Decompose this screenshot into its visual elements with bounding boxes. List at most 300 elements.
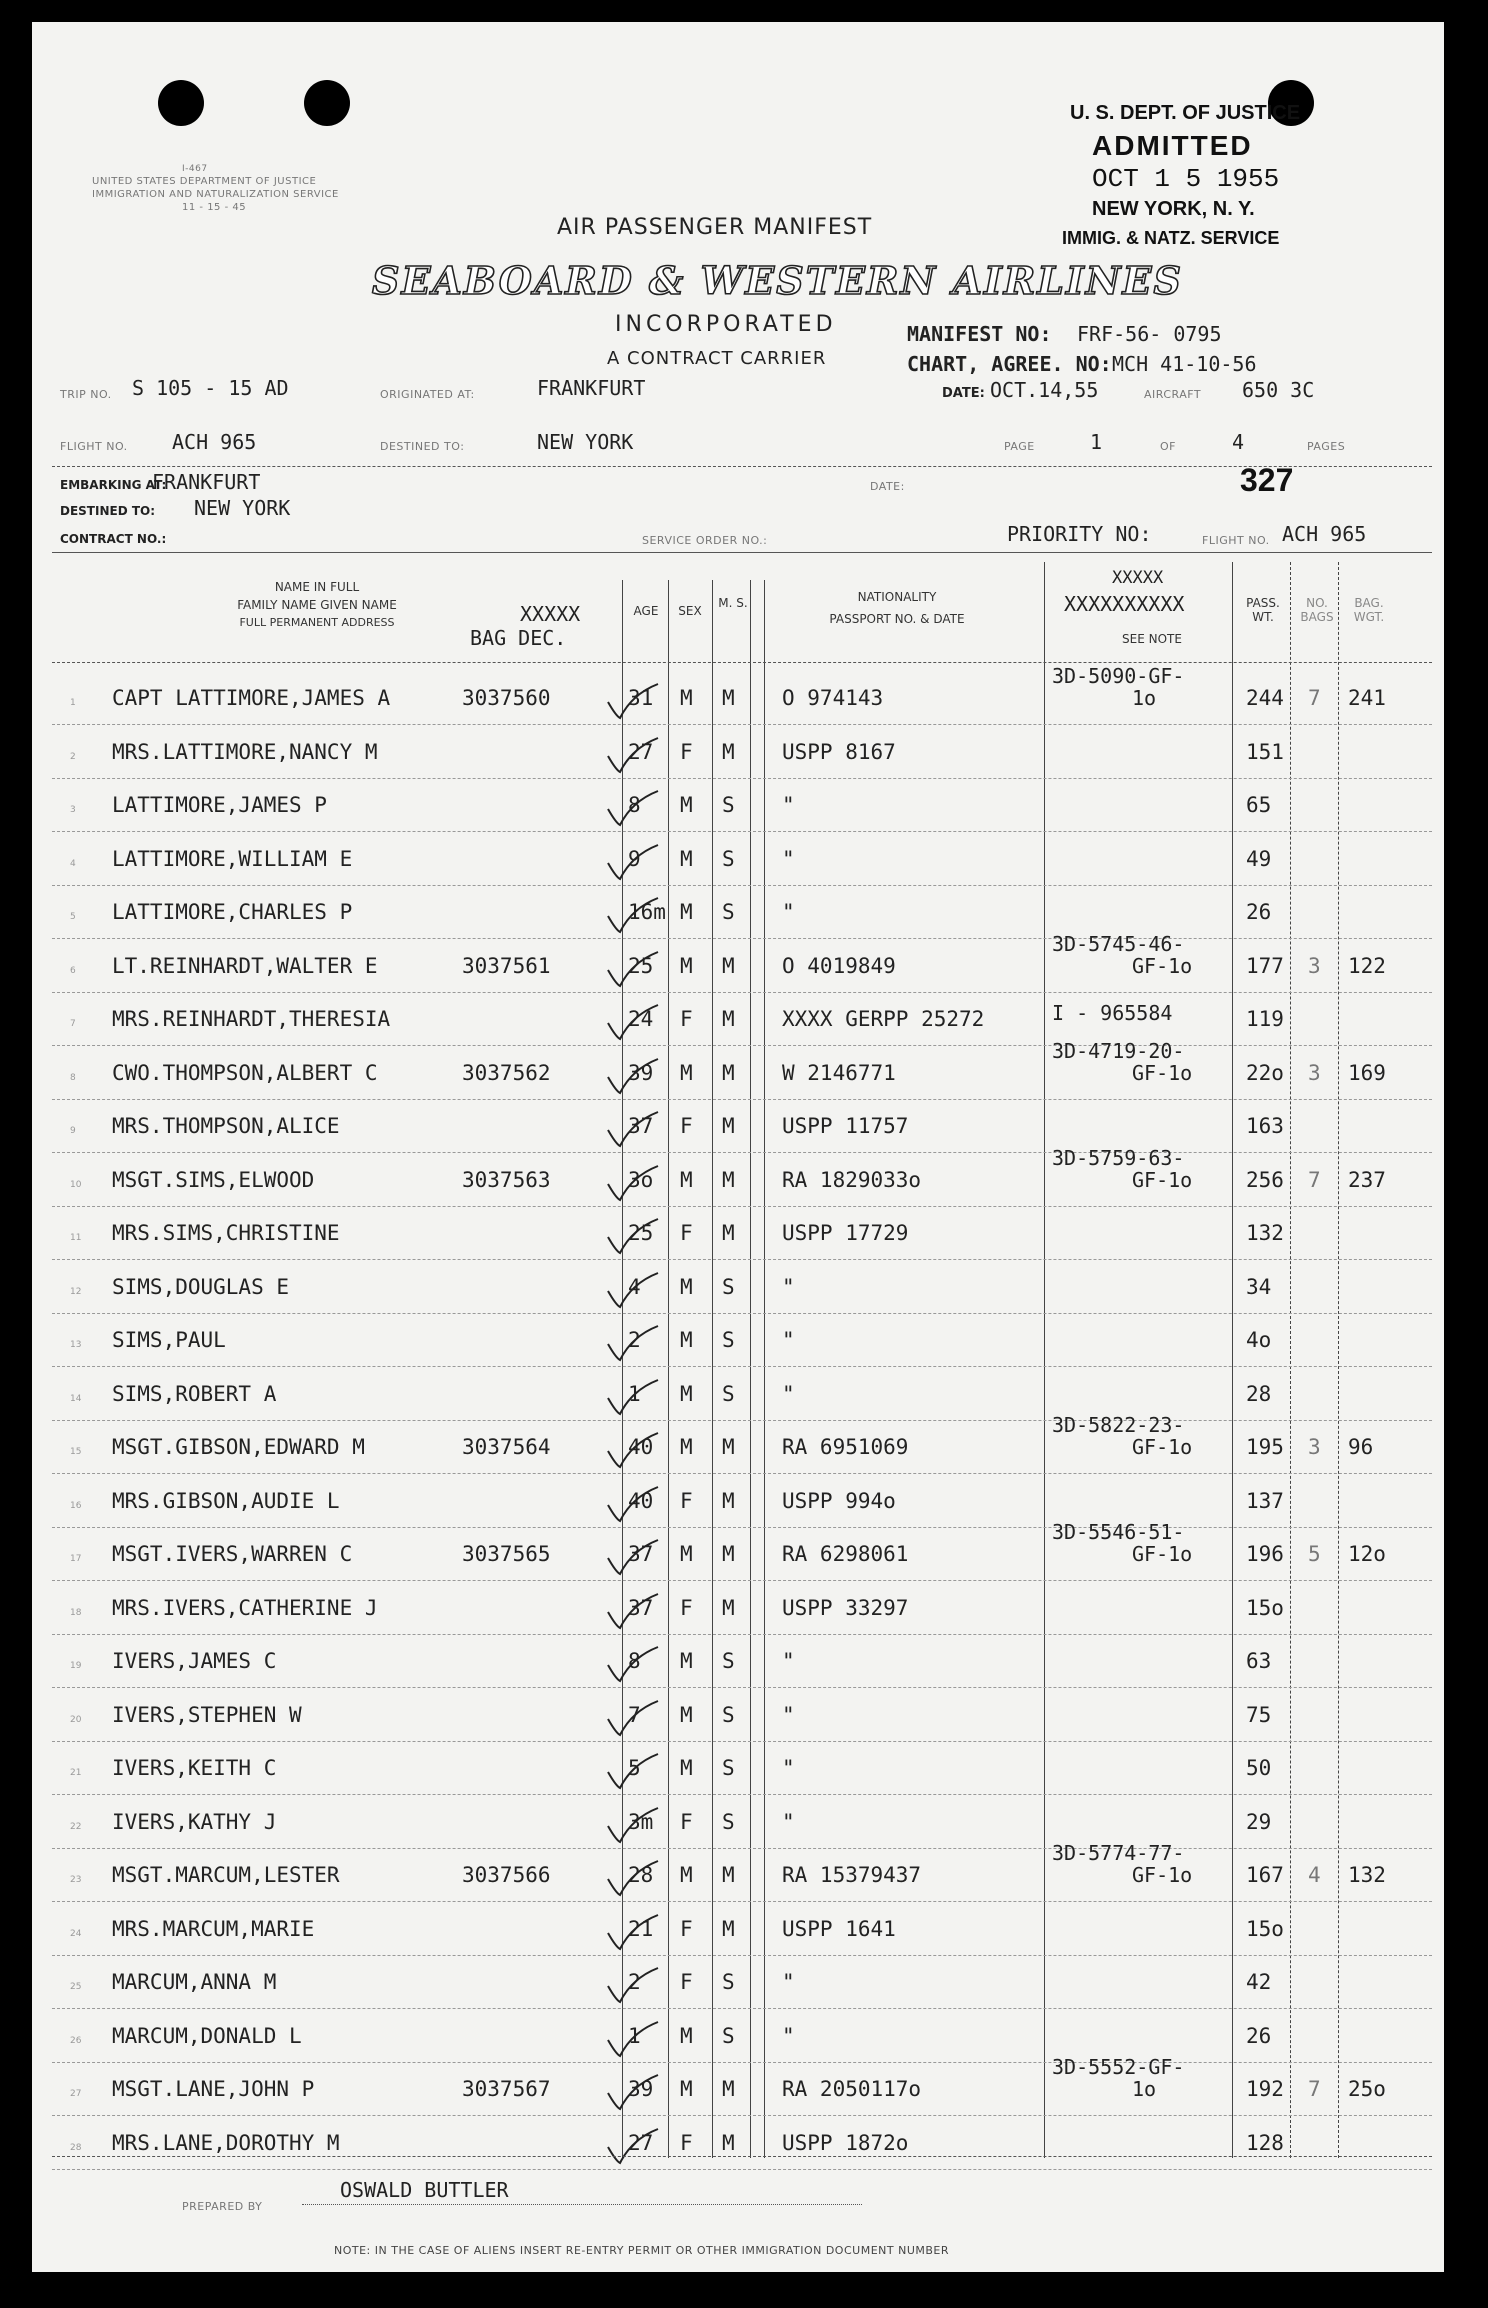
pass-weight-cell: 151	[1246, 739, 1284, 764]
visa-note-line1: 3D-5546-51-	[1052, 1520, 1185, 1544]
passport-cell: O 974143	[782, 686, 884, 710]
col-bag-dec: BAG DEC.	[470, 626, 567, 650]
age-cell: 1	[628, 2023, 641, 2048]
passenger-name: IVERS,KATHY J	[112, 1809, 277, 1834]
flight-no: ACH 965	[172, 430, 257, 454]
visa-note-line2: GF-1o	[1132, 1167, 1193, 1192]
passport-cell: USPP 8167	[782, 739, 896, 764]
punch-hole-left	[158, 80, 204, 126]
pass-weight-cell: 26	[1246, 2023, 1272, 2048]
row-number: 16	[70, 1500, 82, 1511]
visa-note-line2: GF-1o	[1132, 1435, 1193, 1459]
checkmark-icon	[602, 1429, 662, 1473]
table-row	[32, 1368, 1444, 1421]
bag-weight-cell: 237	[1348, 1167, 1386, 1192]
table-row	[32, 993, 1444, 1046]
marital-status-cell: M	[722, 2077, 735, 2101]
visa-note-line1: 3D-5822-23-	[1052, 1413, 1185, 1437]
date2-label: DATE:	[870, 480, 905, 493]
passenger-name: MSGT.LANE,JOHN P	[112, 2077, 315, 2101]
checkmark-icon	[602, 1643, 662, 1687]
checkmark-icon	[602, 1162, 662, 1206]
age-cell: 40	[628, 1435, 654, 1459]
sex-cell: M	[680, 1702, 693, 1727]
bag-weight-cell: 169	[1348, 1060, 1386, 1085]
sex-cell: F	[680, 2130, 693, 2155]
flight2: ACH 965	[1282, 522, 1367, 546]
sex-cell: M	[680, 846, 693, 871]
passenger-name: LT.REINHARDT,WALTER E	[112, 953, 378, 978]
table-row	[32, 1956, 1444, 2009]
checkmark-icon	[602, 1590, 662, 1634]
passenger-name: SIMS,DOUGLAS E	[112, 1274, 290, 1299]
contract-carrier-label: A CONTRACT CARRIER	[607, 348, 827, 369]
checkmark-icon	[602, 841, 662, 885]
passport-cell: "	[782, 1702, 795, 1727]
row-number: 17	[70, 1554, 82, 1564]
originated-label: ORIGINATED AT:	[380, 388, 475, 401]
pass-weight-cell: 256	[1246, 1167, 1284, 1192]
row-number: 28	[70, 2142, 82, 2153]
handwritten-number: 327	[1240, 462, 1294, 498]
passenger-name: IVERS,KEITH C	[112, 1756, 277, 1780]
table-row	[32, 1207, 1444, 1260]
table-row	[32, 1582, 1444, 1635]
checkmark-icon	[602, 1269, 662, 1313]
table-row	[32, 1314, 1444, 1367]
checkmark-icon	[602, 734, 662, 778]
marital-status-cell: M	[722, 1542, 735, 1566]
passenger-name: MSGT.MARCUM,LESTER	[112, 1863, 340, 1887]
pass-weight-cell: 192	[1246, 2077, 1284, 2101]
pass-weight-cell: 75	[1246, 1702, 1272, 1727]
checkmark-icon	[602, 1376, 662, 1420]
date-label: DATE:	[942, 386, 985, 401]
row-number: 22	[70, 1821, 82, 1832]
originated: FRANKFURT	[537, 376, 646, 400]
row-number: 1	[70, 698, 76, 708]
table-row	[32, 1689, 1444, 1742]
passport-cell: RA 15379437	[782, 1863, 922, 1887]
pass-weight-cell: 177	[1246, 953, 1284, 978]
table-row	[32, 1742, 1444, 1795]
pass-weight-cell: 50	[1246, 1756, 1272, 1780]
age-cell: 37	[628, 1114, 654, 1138]
age-cell: 24	[628, 1007, 654, 1031]
sex-cell: F	[680, 1809, 693, 1834]
priority-label: PRIORITY NO:	[1007, 522, 1152, 546]
passenger-name: SIMS,PAUL	[112, 1328, 226, 1352]
bags-count-cell: 4	[1308, 1863, 1321, 1887]
visa-note-line2: 1o	[1132, 2077, 1157, 2101]
table-row	[32, 2055, 1444, 2116]
age-cell: 16m	[628, 900, 666, 924]
bag-dec-number: 3037560	[462, 686, 551, 710]
punch-hole-middle	[304, 80, 350, 126]
form-title: AIR PASSENGER MANIFEST	[557, 215, 873, 240]
age-cell: 39	[628, 2077, 654, 2101]
bags-count-cell: 3	[1308, 953, 1321, 978]
flight2-label: FLIGHT NO.	[1202, 534, 1270, 547]
visa-note-line2: 1o	[1132, 686, 1157, 710]
marital-status-cell: S	[722, 1702, 735, 1727]
trip-no: S 105 - 15 AD	[132, 376, 289, 400]
marital-status-cell: S	[722, 2023, 735, 2048]
passport-cell: XXXX GERPP 25272	[782, 1007, 985, 1031]
sex-cell: M	[680, 686, 693, 710]
passport-cell: "	[782, 793, 795, 817]
passenger-name: SIMS,ROBERT A	[112, 1381, 277, 1406]
age-cell: 3m	[628, 1809, 654, 1834]
checkmark-icon	[602, 2125, 662, 2169]
row-number: 24	[70, 1928, 82, 1939]
pass-weight-cell: 15o	[1246, 1916, 1284, 1941]
pass-weight-cell: 65	[1246, 793, 1272, 817]
pages-label: PAGES	[1307, 440, 1346, 453]
sex-cell: M	[680, 793, 693, 817]
passenger-name: MRS.GIBSON,AUDIE L	[112, 1488, 340, 1513]
age-cell: 1	[628, 1381, 641, 1406]
sex-cell: M	[680, 1381, 693, 1406]
destined2-label: DESTINED TO:	[60, 504, 156, 518]
marital-status-cell: M	[722, 1114, 735, 1138]
pass-weight-cell: 244	[1246, 686, 1284, 710]
passport-cell: "	[782, 1328, 795, 1352]
passenger-name: MARCUM,ANNA M	[112, 1970, 277, 1994]
checkmark-icon	[602, 1108, 662, 1152]
row-number: 6	[70, 965, 76, 976]
col-nationality: NATIONALITY	[857, 590, 937, 604]
passport-cell: O 4019849	[782, 953, 896, 978]
visa-note-line1: 3D-5759-63-	[1052, 1145, 1185, 1170]
passport-cell: "	[782, 1756, 795, 1780]
sex-cell: F	[680, 1007, 693, 1031]
col-ms: M. S.	[718, 596, 748, 610]
passenger-name: MRS.SIMS,CHRISTINE	[112, 1221, 340, 1245]
passport-cell: RA 2050117o	[782, 2077, 922, 2101]
marital-status-cell: M	[722, 1916, 735, 1941]
prepared-by-label: PREPARED BY	[182, 2200, 263, 2213]
passport-cell: "	[782, 2023, 795, 2048]
table-row	[32, 2117, 1444, 2170]
bag-weight-cell: 132	[1348, 1863, 1386, 1887]
of-label: OF	[1160, 440, 1176, 453]
pass-weight-cell: 137	[1246, 1488, 1284, 1513]
charter-label: CHART, AGREE. NO:	[907, 352, 1112, 376]
visa-note-line1: 3D-5552-GF-	[1052, 2055, 1185, 2079]
table-row	[32, 726, 1444, 779]
marital-status-cell: S	[722, 1381, 735, 1406]
pass-weight-cell: 167	[1246, 1863, 1284, 1887]
sex-cell: M	[680, 900, 693, 924]
passenger-name: MRS.MARCUM,MARIE	[112, 1916, 315, 1941]
passenger-name: LATTIMORE,WILLIAM E	[112, 846, 353, 871]
marital-status-cell: M	[722, 1167, 735, 1192]
marital-status-cell: M	[722, 953, 735, 978]
checkmark-icon	[602, 1322, 662, 1366]
marital-status-cell: M	[722, 2130, 735, 2155]
passenger-name: MRS.REINHARDT,THERESIA	[112, 1007, 391, 1031]
passport-cell: USPP 11757	[782, 1114, 909, 1138]
age-cell: 3o	[628, 1167, 654, 1192]
row-number: 18	[70, 1607, 82, 1618]
trip-label: TRIP NO.	[60, 388, 112, 401]
manifest-no-label: MANIFEST NO:	[907, 322, 1052, 346]
checkmark-icon	[602, 787, 662, 831]
passport-cell: USPP 1641	[782, 1916, 896, 1941]
aircraft: 650 3C	[1242, 378, 1315, 402]
table-row	[32, 1413, 1444, 1474]
pass-weight-cell: 28	[1246, 1381, 1272, 1406]
row-number: 2	[70, 751, 76, 762]
age-cell: 8	[628, 793, 641, 817]
age-cell: 8	[628, 1649, 641, 1673]
table-row	[32, 1475, 1444, 1528]
passport-cell: "	[782, 1809, 795, 1834]
table-row	[32, 1903, 1444, 1956]
bag-weight-cell: 241	[1348, 686, 1386, 710]
col-name-line1: NAME IN FULL	[274, 580, 360, 594]
marital-status-cell: S	[722, 1328, 735, 1352]
marital-status-cell: S	[722, 793, 735, 817]
row-number: 20	[70, 1714, 82, 1725]
marital-status-cell: S	[722, 846, 735, 871]
col-visa-top: XXXXX	[1112, 568, 1164, 588]
table-row	[32, 664, 1444, 725]
table-row	[32, 1145, 1444, 1207]
col-sex: SEX	[678, 604, 702, 618]
row-number: 12	[70, 1286, 82, 1297]
passenger-name: MARCUM,DONALD L	[112, 2023, 302, 2048]
aircraft-label: AIRCRAFT	[1144, 388, 1202, 401]
pass-weight-cell: 63	[1246, 1649, 1272, 1673]
age-cell: 4	[628, 1274, 641, 1299]
airline-name: SEABOARD & WESTERN AIRLINES	[372, 258, 1183, 303]
bags-count-cell: 7	[1308, 2077, 1321, 2101]
pass-weight-cell: 163	[1246, 1114, 1284, 1138]
sex-cell: F	[680, 1488, 693, 1513]
passenger-name: CWO.THOMPSON,ALBERT C	[112, 1060, 378, 1085]
age-cell: 40	[628, 1488, 654, 1513]
table-bottom-line	[52, 2156, 1432, 2157]
marital-status-cell: S	[722, 1649, 735, 1673]
passport-cell: W 2146771	[782, 1060, 896, 1085]
pass-weight-cell: 119	[1246, 1007, 1284, 1031]
row-number: 14	[70, 1393, 82, 1404]
passport-cell: "	[782, 900, 795, 924]
marital-status-cell: M	[722, 686, 735, 710]
checkmark-icon	[602, 1804, 662, 1848]
contract-label: CONTRACT NO.:	[60, 532, 167, 546]
col-pass-wt: PASS. WT.	[1246, 596, 1280, 624]
checkmark-icon	[602, 680, 662, 724]
bags-count-cell: 3	[1308, 1435, 1321, 1459]
row-number: 3	[70, 805, 76, 815]
age-cell: 37	[628, 1542, 654, 1566]
marital-status-cell: S	[722, 900, 735, 924]
age-cell: 39	[628, 1060, 654, 1085]
age-cell: 5	[628, 1756, 641, 1780]
age-cell: 21	[628, 1916, 654, 1941]
form-code: I-467	[182, 164, 208, 174]
table-row	[32, 886, 1444, 939]
sex-cell: M	[680, 1649, 693, 1673]
marital-status-cell: S	[722, 1970, 735, 1994]
age-cell: 7	[628, 1702, 641, 1727]
bags-count-cell: 7	[1308, 1167, 1321, 1192]
age-cell: 37	[628, 1595, 654, 1620]
row-number: 8	[70, 1072, 76, 1083]
age-cell: 31	[628, 686, 654, 710]
footer-note: NOTE: IN THE CASE OF ALIENS INSERT RE-ENTRY PERMIT OR OTHER IMMIGRATION DOCUMENT NUMBER	[334, 2244, 949, 2257]
charter-no: MCH 41-10-56	[1112, 352, 1257, 376]
col-visa-mid: XXXXXXXXXX	[1064, 592, 1185, 616]
stamp-service: IMMIG. & NATZ. SERVICE	[1062, 228, 1280, 248]
passenger-name: MRS.LATTIMORE,NANCY M	[112, 739, 378, 764]
marital-status-cell: M	[722, 1595, 735, 1620]
row-number: 13	[70, 1340, 82, 1350]
checkmark-icon	[602, 1483, 662, 1527]
col-age: AGE	[633, 604, 659, 618]
passenger-name: CAPT LATTIMORE,JAMES A	[112, 686, 391, 710]
age-cell: 2	[628, 1970, 641, 1994]
passenger-name: MSGT.GIBSON,EDWARD M	[112, 1435, 365, 1459]
destined: NEW YORK	[537, 430, 634, 454]
sex-cell: M	[680, 1167, 693, 1192]
table-row	[32, 1038, 1444, 1100]
marital-status-cell: M	[722, 1007, 735, 1031]
row-number: 4	[70, 858, 76, 869]
passenger-name: IVERS,STEPHEN W	[112, 1702, 302, 1727]
checkmark-icon	[602, 1857, 662, 1901]
bag-dec-number: 3037566	[462, 1863, 551, 1887]
visa-note-line2: GF-1o	[1132, 1060, 1193, 1085]
col-see-note: SEE NOTE	[1122, 632, 1182, 646]
age-cell: 25	[628, 953, 654, 978]
checkmark-icon	[602, 1055, 662, 1099]
manifest-no: FRF-56- 0795	[1077, 322, 1222, 346]
flight-label: FLIGHT NO.	[60, 440, 128, 453]
col-name-line2: FAMILY NAME GIVEN NAME	[237, 598, 397, 612]
form-dept: UNITED STATES DEPARTMENT OF JUSTICE	[92, 176, 317, 187]
sex-cell: M	[680, 953, 693, 978]
col-bag-wgt: BAG. WGT.	[1353, 596, 1385, 624]
table-row	[32, 1261, 1444, 1314]
passenger-name: IVERS,JAMES C	[112, 1649, 277, 1673]
table-row	[32, 1841, 1444, 1902]
bag-weight-cell: 96	[1348, 1435, 1374, 1459]
row-number: 10	[70, 1179, 82, 1190]
signature-line	[302, 2204, 862, 2205]
manifest-date: OCT.14,55	[990, 378, 1099, 402]
visa-note-line1: 3D-5774-77-	[1052, 1841, 1185, 1865]
stamp-admitted: ADMITTED	[1092, 130, 1253, 161]
pass-weight-cell: 34	[1246, 1274, 1272, 1299]
marital-status-cell: S	[722, 1809, 735, 1834]
pass-weight-cell: 49	[1246, 846, 1272, 871]
row-number: 27	[70, 2089, 82, 2099]
bags-count-cell: 7	[1308, 686, 1321, 710]
pass-weight-cell: 29	[1246, 1809, 1272, 1834]
age-cell: 9	[628, 846, 641, 871]
row-number: 19	[70, 1661, 82, 1671]
passport-cell: RA 6951069	[782, 1435, 909, 1459]
form-revision: 11 - 15 - 45	[182, 202, 247, 213]
sex-cell: F	[680, 1221, 693, 1245]
checkmark-icon	[602, 1964, 662, 2008]
sex-cell: F	[680, 1595, 693, 1620]
sex-cell: M	[680, 2077, 693, 2101]
passenger-name: LATTIMORE,JAMES P	[112, 793, 327, 817]
service-order-label: SERVICE ORDER NO.:	[642, 534, 768, 547]
embarking-label: EMBARKING AT:	[60, 478, 167, 492]
stamp-city: NEW YORK, N. Y.	[1092, 198, 1255, 220]
sex-cell: F	[680, 1970, 693, 1994]
pass-weight-cell: 42	[1246, 1970, 1272, 1994]
checkmark-icon	[602, 1536, 662, 1580]
bag-weight-cell: 25o	[1348, 2077, 1386, 2101]
destined2: NEW YORK	[194, 496, 291, 520]
passport-cell: RA 6298061	[782, 1542, 909, 1566]
table-top-line	[52, 552, 1432, 553]
row-number: 23	[70, 1875, 82, 1885]
sex-cell: M	[680, 2023, 693, 2048]
age-cell: 25	[628, 1221, 654, 1245]
bags-count-cell: 5	[1308, 1542, 1321, 1566]
header-divider	[52, 466, 1432, 467]
passport-cell: "	[782, 1970, 795, 1994]
visa-note-line1: I - 965584	[1052, 1001, 1173, 1025]
marital-status-cell: M	[722, 1863, 735, 1887]
row-number: 25	[70, 1982, 82, 1992]
sex-cell: F	[680, 739, 693, 764]
passport-cell: "	[782, 846, 795, 871]
col-passport: PASSPORT NO. & DATE	[829, 612, 965, 626]
marital-status-cell: M	[722, 1060, 735, 1085]
checkmark-icon	[602, 894, 662, 938]
passport-cell: USPP 33297	[782, 1595, 909, 1620]
page-number: 1	[1090, 430, 1103, 454]
pass-weight-cell: 196	[1246, 1542, 1284, 1566]
bag-dec-number: 3037565	[462, 1542, 551, 1566]
passport-cell: USPP 994o	[782, 1488, 896, 1513]
checkmark-icon	[602, 1697, 662, 1741]
visa-note-line2: GF-1o	[1132, 1863, 1193, 1887]
row-separator	[52, 2169, 1432, 2170]
passenger-name: MRS.THOMPSON,ALICE	[112, 1114, 340, 1138]
marital-status-cell: M	[722, 1488, 735, 1513]
sex-cell: M	[680, 1435, 693, 1459]
page-label: PAGE	[1004, 440, 1035, 453]
sex-cell: M	[680, 1863, 693, 1887]
bag-weight-cell: 12o	[1348, 1542, 1386, 1566]
prepared-by: OSWALD BUTTLER	[340, 2178, 509, 2202]
checkmark-icon	[602, 2018, 662, 2062]
sex-cell: M	[680, 1274, 693, 1299]
pass-weight-cell: 128	[1246, 2130, 1284, 2155]
checkmark-icon	[602, 1215, 662, 1259]
pass-weight-cell: 4o	[1246, 1328, 1272, 1352]
stamp-dept: U. S. DEPT. OF JUSTICE	[1070, 102, 1301, 124]
marital-status-cell: M	[722, 1435, 735, 1459]
bag-dec-number: 3037561	[462, 953, 551, 978]
marital-status-cell: M	[722, 739, 735, 764]
checkmark-icon	[602, 948, 662, 992]
visa-note-line2: GF-1o	[1132, 1542, 1193, 1566]
passport-cell: "	[782, 1649, 795, 1673]
row-number: 7	[70, 1019, 76, 1029]
pass-weight-cell: 26	[1246, 900, 1272, 924]
